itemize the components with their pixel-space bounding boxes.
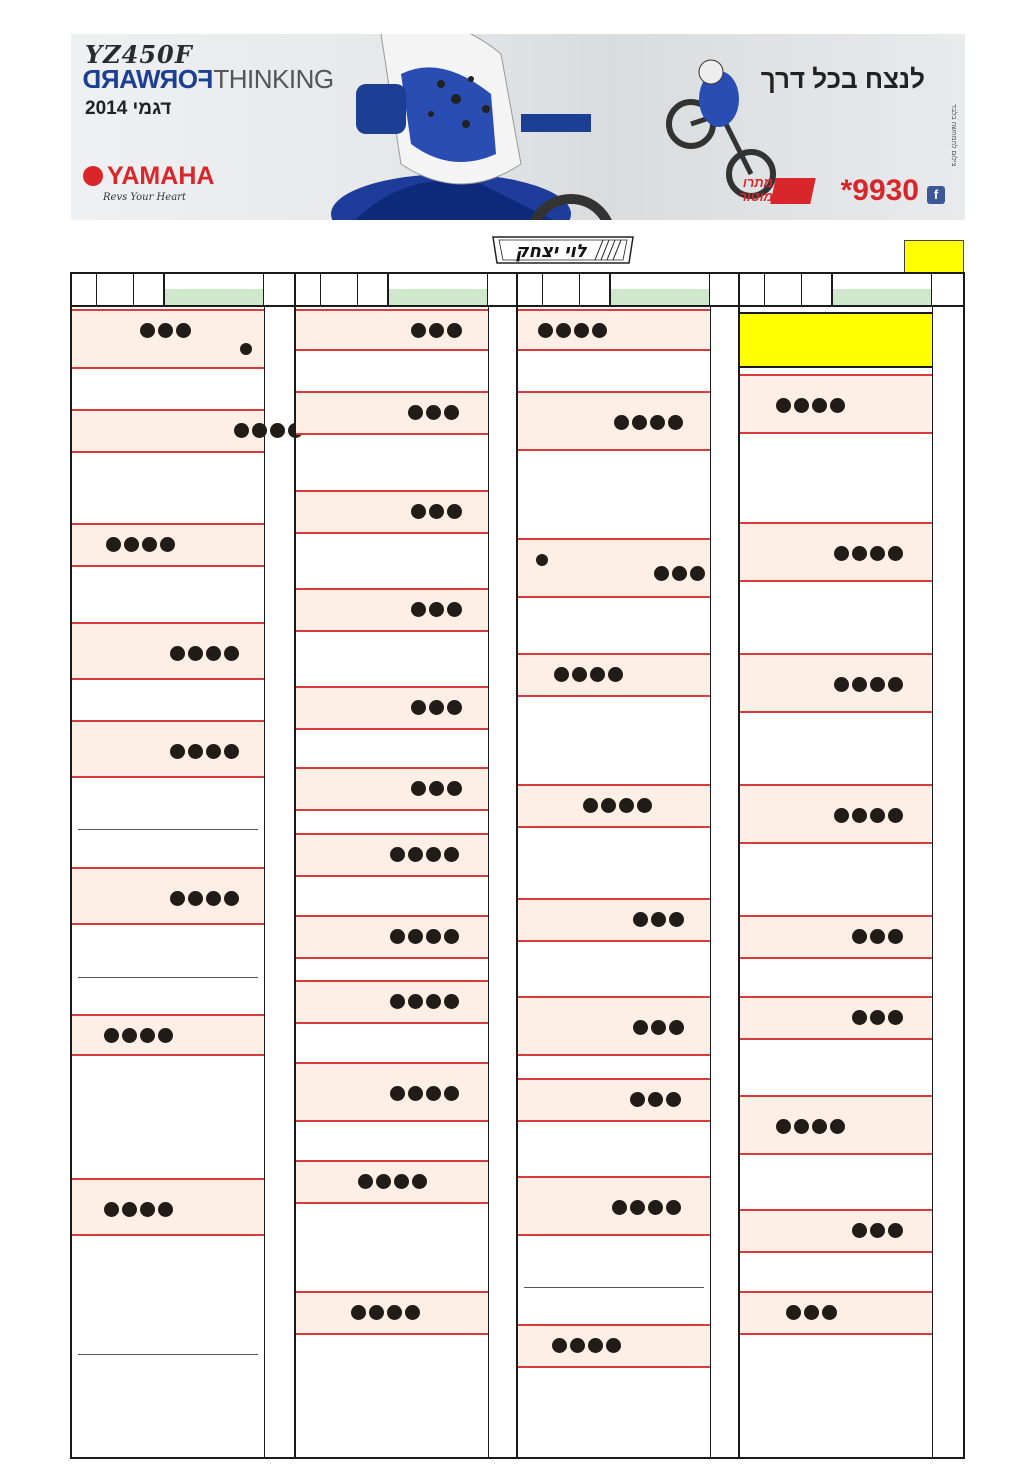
column-header bbox=[518, 274, 738, 307]
bullet-dot bbox=[122, 1028, 137, 1043]
redacted-text-dots bbox=[390, 929, 459, 944]
redacted-text-dots bbox=[170, 744, 239, 759]
header-cell bbox=[740, 274, 765, 305]
bullet-dot bbox=[583, 798, 598, 813]
bullet-dot bbox=[170, 744, 185, 759]
column-right-strip bbox=[710, 307, 741, 1457]
bullet-dot bbox=[429, 323, 444, 338]
yamaha-logo bbox=[83, 162, 214, 191]
bullet-dot bbox=[224, 744, 239, 759]
bullet-dot bbox=[852, 546, 867, 561]
listing-entry[interactable] bbox=[72, 720, 264, 778]
bullet-dot bbox=[888, 1223, 903, 1238]
listing-entry[interactable] bbox=[296, 1160, 488, 1204]
redacted-text-dots bbox=[106, 537, 175, 552]
bullet-dot bbox=[170, 646, 185, 661]
bullet-dot bbox=[552, 1338, 567, 1353]
listing-entry[interactable] bbox=[740, 1095, 932, 1155]
redacted-text-dots bbox=[633, 1020, 684, 1035]
bullet-dot bbox=[870, 1010, 885, 1025]
column-header bbox=[72, 274, 294, 307]
bullet-dot bbox=[140, 323, 155, 338]
bullet-dot bbox=[390, 994, 405, 1009]
bullet-dot bbox=[426, 847, 441, 862]
bullet-dot bbox=[852, 677, 867, 692]
bullet-dot bbox=[444, 994, 459, 1009]
bullet-dot bbox=[447, 781, 462, 796]
bullet-dot bbox=[834, 546, 849, 561]
bullet-dot bbox=[104, 1202, 119, 1217]
bullet-dot bbox=[870, 929, 885, 944]
redacted-text-dots bbox=[390, 847, 459, 862]
header-cell bbox=[321, 274, 358, 305]
bullet-dot bbox=[234, 423, 249, 438]
redacted-text-dots bbox=[786, 1305, 837, 1320]
logo-text: לוי יצחק bbox=[515, 241, 587, 262]
listing-entry[interactable] bbox=[518, 391, 710, 451]
bullet-dot bbox=[651, 1020, 666, 1035]
redacted-text-dots bbox=[852, 1010, 903, 1025]
header-cell bbox=[264, 274, 294, 305]
bullet-dot bbox=[224, 646, 239, 661]
header-cell bbox=[710, 274, 740, 305]
redacted-text-dots bbox=[411, 602, 462, 617]
redacted-text-dots bbox=[630, 1092, 681, 1107]
header-green-cell bbox=[610, 274, 710, 305]
bullet-dot bbox=[669, 1020, 684, 1035]
listing-column bbox=[72, 274, 294, 1457]
bullet-dot bbox=[630, 1092, 645, 1107]
banner-headline bbox=[83, 64, 334, 95]
bullet-dot bbox=[852, 808, 867, 823]
bullet-dot bbox=[270, 423, 285, 438]
banner-fine-print: צילום להמחשה בלבד bbox=[950, 104, 957, 167]
bullet-dot bbox=[390, 1086, 405, 1101]
bullet-dot bbox=[412, 1174, 427, 1189]
bullet-dot bbox=[668, 415, 683, 430]
bullet-dot bbox=[776, 398, 791, 413]
listing-entry[interactable] bbox=[518, 784, 710, 828]
masthead-logo bbox=[491, 235, 635, 265]
column-right-strip bbox=[932, 307, 966, 1457]
brand-tagline: Revs Your Heart bbox=[103, 192, 186, 203]
listing-column bbox=[738, 274, 963, 1457]
separator-rule bbox=[78, 1354, 258, 1355]
bullet-dot bbox=[444, 929, 459, 944]
bullet-dot bbox=[160, 537, 175, 552]
column-right-strip bbox=[264, 307, 295, 1457]
bullet-dot bbox=[206, 891, 221, 906]
bullet-dot bbox=[447, 602, 462, 617]
redacted-text-dots bbox=[411, 781, 462, 796]
column-header bbox=[740, 274, 963, 307]
bullet-dot bbox=[426, 994, 441, 1009]
listing-entry[interactable] bbox=[518, 1324, 710, 1368]
bullet-dot bbox=[408, 929, 423, 944]
listing-entry[interactable] bbox=[72, 1178, 264, 1236]
listing-entry[interactable] bbox=[296, 588, 488, 632]
bullet-dot bbox=[650, 415, 665, 430]
listing-entry[interactable] bbox=[72, 867, 264, 925]
bullet-dot bbox=[830, 1119, 845, 1134]
bullet-dot bbox=[870, 1223, 885, 1238]
bullet-dot bbox=[601, 798, 616, 813]
listing-entry[interactable] bbox=[296, 309, 488, 351]
listing-entry[interactable] bbox=[518, 996, 710, 1056]
header-cell bbox=[134, 274, 164, 305]
bullet-dot bbox=[612, 1200, 627, 1215]
bullet-dot bbox=[538, 323, 553, 338]
bullet-dot bbox=[666, 1092, 681, 1107]
brand-name: YAMAHA bbox=[107, 162, 215, 190]
listing-entry[interactable] bbox=[296, 686, 488, 730]
bullet-dot bbox=[632, 415, 647, 430]
bullet-dot bbox=[124, 537, 139, 552]
bullet-dot bbox=[870, 808, 885, 823]
bullet-dot bbox=[672, 566, 687, 581]
bullet-dot bbox=[651, 912, 666, 927]
bullet-dot bbox=[852, 1223, 867, 1238]
bullet-dot bbox=[411, 602, 426, 617]
bullet-dot bbox=[429, 700, 444, 715]
bullet-dot bbox=[812, 1119, 827, 1134]
bullet-dot bbox=[390, 929, 405, 944]
redacted-text-dots bbox=[170, 646, 239, 661]
yamaha-emblem-icon bbox=[83, 166, 103, 186]
bullet-dot bbox=[158, 323, 173, 338]
listing-entry[interactable] bbox=[518, 538, 710, 598]
bullet-dot bbox=[408, 847, 423, 862]
bullet-dot bbox=[834, 677, 849, 692]
listing-entry[interactable] bbox=[740, 374, 932, 434]
listing-entry[interactable] bbox=[740, 1291, 932, 1335]
bullet-dot bbox=[690, 566, 705, 581]
bullet-dot bbox=[106, 537, 121, 552]
bullet-dot bbox=[822, 1305, 837, 1320]
bullet-dot bbox=[669, 912, 684, 927]
banner-forward-mirrored: FORWARD bbox=[83, 64, 214, 94]
bullet-dot bbox=[630, 1200, 645, 1215]
listing-entry[interactable] bbox=[740, 915, 932, 959]
listing-entry[interactable] bbox=[518, 1078, 710, 1122]
bullet-dot bbox=[608, 667, 623, 682]
bullet-dot bbox=[614, 415, 629, 430]
redacted-text-dots bbox=[408, 405, 459, 420]
dealer-mark-icon bbox=[770, 178, 816, 204]
bullet-dot bbox=[852, 1010, 867, 1025]
bullet-dot bbox=[390, 847, 405, 862]
redacted-text-dots bbox=[554, 667, 623, 682]
bullet-dot bbox=[224, 891, 239, 906]
listing-entry[interactable] bbox=[740, 996, 932, 1040]
bullet-dot bbox=[794, 1119, 809, 1134]
bullet-dot bbox=[852, 929, 867, 944]
banner-models-year: דגמי 2014 bbox=[85, 98, 172, 119]
listing-entry[interactable] bbox=[518, 898, 710, 942]
redacted-text-dots bbox=[834, 808, 903, 823]
bullet-dot bbox=[654, 566, 669, 581]
bullet-dot bbox=[812, 398, 827, 413]
redacted-text-dots bbox=[411, 504, 462, 519]
bullet-dot bbox=[444, 847, 459, 862]
bullet-dot bbox=[888, 808, 903, 823]
redacted-text-dots bbox=[614, 415, 683, 430]
header-cell bbox=[296, 274, 321, 305]
bullet-dot bbox=[570, 1338, 585, 1353]
bullet-dot bbox=[158, 1028, 173, 1043]
bullet-dot bbox=[104, 1028, 119, 1043]
bullet-dot bbox=[830, 398, 845, 413]
facebook-icon[interactable]: f bbox=[927, 186, 945, 204]
yellow-corner-tab bbox=[904, 240, 964, 273]
bullet-dot bbox=[376, 1174, 391, 1189]
redacted-text-dots bbox=[612, 1200, 681, 1215]
bullet-dot bbox=[444, 1086, 459, 1101]
separator-rule bbox=[78, 977, 258, 978]
listing-entry[interactable] bbox=[740, 653, 932, 713]
bullet-dot bbox=[870, 677, 885, 692]
bullet-dot bbox=[411, 504, 426, 519]
listing-column bbox=[294, 274, 516, 1457]
listing-entry[interactable] bbox=[518, 1176, 710, 1236]
header-green-cell bbox=[164, 274, 264, 305]
bullet-dot bbox=[633, 1020, 648, 1035]
header-cell bbox=[765, 274, 802, 305]
column-header bbox=[296, 274, 516, 307]
bullet-dot bbox=[776, 1119, 791, 1134]
bullet-dot bbox=[574, 323, 589, 338]
redacted-text-dots bbox=[104, 1028, 173, 1043]
bullet-dot bbox=[606, 1338, 621, 1353]
redacted-text-dots bbox=[538, 323, 607, 338]
header-green-cell bbox=[832, 274, 932, 305]
bullet-dot bbox=[444, 405, 459, 420]
header-cell bbox=[543, 274, 580, 305]
redacted-text-dots bbox=[140, 323, 191, 338]
redacted-text-dots bbox=[852, 1223, 903, 1238]
bullet-dot bbox=[411, 323, 426, 338]
bullet-dot bbox=[592, 323, 607, 338]
listing-entry[interactable] bbox=[740, 784, 932, 844]
dealer-logo bbox=[739, 176, 815, 210]
dealer-name: מתרו מוטור bbox=[739, 175, 773, 204]
banner-phone: *9930 bbox=[840, 174, 919, 207]
listing-column bbox=[516, 274, 738, 1457]
header-cell bbox=[97, 274, 134, 305]
bullet-dot bbox=[408, 405, 423, 420]
bullet-dot bbox=[369, 1305, 384, 1320]
redacted-text-dots bbox=[390, 994, 459, 1009]
header-cell bbox=[518, 274, 543, 305]
bullet-dot bbox=[590, 667, 605, 682]
bullet-dot bbox=[637, 798, 652, 813]
redacted-text-dots bbox=[834, 677, 903, 692]
redacted-text-dots bbox=[776, 398, 845, 413]
banner-thinking: THINKING bbox=[213, 64, 334, 94]
bullet-dot bbox=[619, 798, 634, 813]
yamaha-banner-ad[interactable] bbox=[71, 34, 965, 220]
bullet-dot bbox=[426, 405, 441, 420]
separator-rule bbox=[524, 1287, 704, 1288]
bullet-dot bbox=[408, 1086, 423, 1101]
redacted-text-dots bbox=[411, 700, 462, 715]
bullet-dot bbox=[252, 423, 267, 438]
bullet-dot bbox=[405, 1305, 420, 1320]
listing-entry[interactable] bbox=[72, 309, 264, 369]
bullet-dot bbox=[888, 546, 903, 561]
bullet-dot bbox=[206, 744, 221, 759]
header-cell bbox=[580, 274, 610, 305]
header-cell bbox=[488, 274, 518, 305]
bullet-dot bbox=[633, 912, 648, 927]
bullet-dot bbox=[447, 504, 462, 519]
listing-entry[interactable] bbox=[518, 309, 710, 351]
bullet-dot bbox=[358, 1174, 373, 1189]
bullet-dot bbox=[188, 744, 203, 759]
header-cell bbox=[802, 274, 832, 305]
redacted-text-dots bbox=[411, 323, 462, 338]
bullet-dot bbox=[588, 1338, 603, 1353]
redacted-text-dots bbox=[776, 1119, 845, 1134]
bullet-dot bbox=[536, 554, 548, 566]
bullet-dot bbox=[206, 646, 221, 661]
bullet-dot bbox=[648, 1200, 663, 1215]
bullet-dot bbox=[888, 929, 903, 944]
listing-entry[interactable] bbox=[296, 391, 488, 435]
bullet-dot bbox=[426, 1086, 441, 1101]
bullet-dot bbox=[188, 891, 203, 906]
bullet-dot bbox=[240, 343, 252, 355]
bullet-dot bbox=[447, 323, 462, 338]
redacted-text-dots bbox=[552, 1338, 621, 1353]
banner-slogan: לנצח בכל דרך bbox=[760, 64, 925, 94]
redacted-text-dots bbox=[654, 566, 705, 581]
bullet-dot bbox=[572, 667, 587, 682]
listing-entry[interactable] bbox=[296, 980, 488, 1024]
header-cell bbox=[932, 274, 962, 305]
bullet-dot bbox=[870, 546, 885, 561]
listing-entry[interactable] bbox=[740, 1209, 932, 1253]
header-green-cell bbox=[388, 274, 488, 305]
bullet-dot bbox=[188, 646, 203, 661]
bullet-dot bbox=[648, 1092, 663, 1107]
bullet-dot bbox=[122, 1202, 137, 1217]
listing-entry[interactable] bbox=[740, 522, 932, 582]
redacted-text-dots bbox=[390, 1086, 459, 1101]
bullet-dot bbox=[429, 781, 444, 796]
banner-model: YZ450F bbox=[85, 40, 193, 69]
redacted-text-dots bbox=[104, 1202, 173, 1217]
bullet-dot bbox=[426, 929, 441, 944]
listing-entry[interactable] bbox=[72, 1014, 264, 1056]
bullet-dot bbox=[888, 1010, 903, 1025]
redacted-text-dots bbox=[170, 891, 239, 906]
listing-entry[interactable] bbox=[72, 523, 264, 567]
header-cell bbox=[72, 274, 97, 305]
bullet-dot bbox=[794, 398, 809, 413]
bullet-dot bbox=[554, 667, 569, 682]
highlighted-entry[interactable] bbox=[740, 312, 932, 368]
bullet-dot bbox=[556, 323, 571, 338]
bullet-dot bbox=[142, 537, 157, 552]
header-cell bbox=[358, 274, 388, 305]
listing-entry[interactable] bbox=[296, 767, 488, 811]
separator-rule bbox=[78, 829, 258, 830]
motocross-rider-image bbox=[241, 34, 621, 220]
listing-entry[interactable] bbox=[72, 409, 264, 453]
listing-entry[interactable] bbox=[296, 833, 488, 877]
bullet-dot bbox=[170, 891, 185, 906]
bullet-dot bbox=[140, 1028, 155, 1043]
bullet-dot bbox=[176, 323, 191, 338]
listing-entry[interactable] bbox=[518, 653, 710, 697]
bullet-dot bbox=[387, 1305, 402, 1320]
bullet-dot bbox=[429, 504, 444, 519]
bullet-dot bbox=[786, 1305, 801, 1320]
bullet-dot bbox=[447, 700, 462, 715]
bullet-dot bbox=[351, 1305, 366, 1320]
bullet-dot bbox=[411, 700, 426, 715]
listing-entry[interactable] bbox=[296, 915, 488, 959]
bullet-dot bbox=[666, 1200, 681, 1215]
bullet-dot bbox=[140, 1202, 155, 1217]
redacted-text-dots bbox=[234, 423, 303, 438]
bullet-dot bbox=[411, 781, 426, 796]
bullet-dot bbox=[394, 1174, 409, 1189]
listing-entry[interactable] bbox=[296, 1062, 488, 1122]
redacted-text-dots bbox=[633, 912, 684, 927]
bullet-dot bbox=[158, 1202, 173, 1217]
listing-grid bbox=[70, 272, 965, 1459]
redacted-text-dots bbox=[583, 798, 652, 813]
bullet-dot bbox=[429, 602, 444, 617]
bullet-dot bbox=[834, 808, 849, 823]
listing-entry[interactable] bbox=[296, 490, 488, 534]
bullet-dot bbox=[804, 1305, 819, 1320]
redacted-text-dots bbox=[358, 1174, 427, 1189]
redacted-text-dots bbox=[852, 929, 903, 944]
listing-entry[interactable] bbox=[72, 622, 264, 680]
listing-entry[interactable] bbox=[296, 1291, 488, 1335]
column-right-strip bbox=[488, 307, 519, 1457]
bullet-dot bbox=[408, 994, 423, 1009]
bullet-dot bbox=[888, 677, 903, 692]
redacted-text-dots bbox=[834, 546, 903, 561]
redacted-text-dots bbox=[351, 1305, 420, 1320]
